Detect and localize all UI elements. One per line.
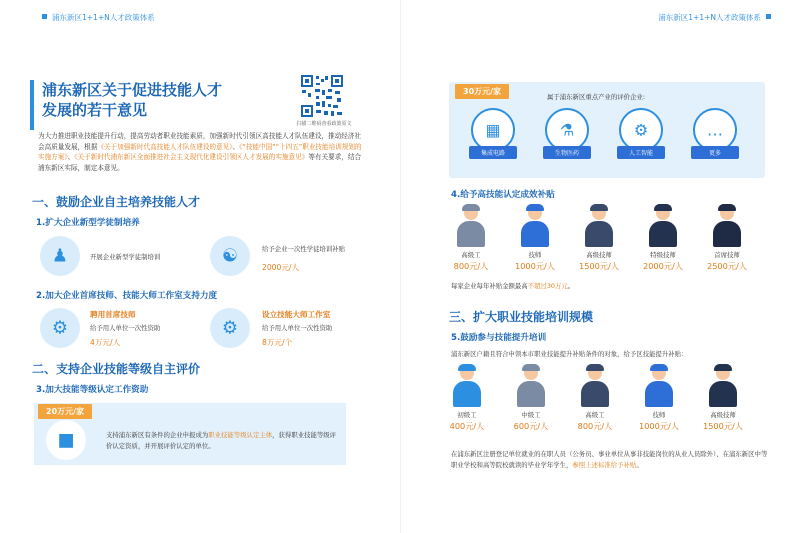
section3-note-2: 。 bbox=[636, 461, 643, 469]
section4-note-2: 。 bbox=[567, 282, 575, 290]
worker-card bbox=[573, 206, 625, 272]
section4-note bbox=[451, 281, 574, 292]
worker-subsidy: 1000元/人 bbox=[515, 261, 555, 271]
industry-label-ic: 集成电路 bbox=[469, 146, 517, 159]
master-amount: 8万元/个 bbox=[262, 338, 293, 347]
worker-level: 初级工 bbox=[457, 411, 477, 419]
title-line2: 发展的若干意见 bbox=[42, 101, 148, 119]
worker-icon bbox=[451, 206, 491, 248]
worker-level: 技师 bbox=[652, 411, 666, 419]
header-marker bbox=[42, 14, 47, 19]
section3-intro: 浦东新区户籍且符合申领本市职业技能提升补贴条件的对象，给予区技能提升补贴： bbox=[451, 350, 688, 358]
worker-body bbox=[709, 381, 737, 407]
intro-text-1: 为大力推进职业技能提升行动，提高劳动者职业技能素质，加强新时代引领区高技能人才队伍建设，推动经济社会高质量发展，根据 bbox=[38, 132, 362, 151]
meeting-icon: ■ bbox=[57, 429, 75, 451]
worker-hat bbox=[522, 364, 540, 371]
industry-item-ic bbox=[465, 108, 521, 159]
industry-item-more bbox=[687, 108, 743, 159]
worker-body bbox=[585, 221, 613, 247]
students-icon: ♟ bbox=[51, 245, 69, 267]
worker-hat bbox=[714, 364, 732, 371]
worker-subsidy: 1500元/人 bbox=[703, 421, 743, 431]
gear-icon: ⚙ bbox=[221, 317, 239, 339]
industry-label: 属于浦东新区重点产业的评价企业: bbox=[547, 93, 646, 101]
header-right: 浦东新区1+1+N人才政策体系 bbox=[658, 13, 761, 22]
worker-hat bbox=[586, 364, 604, 371]
intro-doc-3: 《关于新时代浦东新区全面推进社会主义现代化建设引领区人才发展的实施意见》 bbox=[74, 153, 309, 161]
policy-title bbox=[30, 80, 268, 130]
worker-icon bbox=[447, 366, 487, 408]
worker-hat bbox=[650, 364, 668, 371]
master-illustration bbox=[210, 308, 250, 348]
intro-text-2: 、 bbox=[232, 142, 240, 151]
technician-icon: ⚙ bbox=[51, 317, 69, 339]
section3-sub5: 5.鼓励参与技能提升培训 bbox=[451, 333, 547, 343]
worker-level: 高级工 bbox=[461, 251, 481, 259]
more-icon: … bbox=[707, 120, 723, 140]
section2-heading: 二、支持企业技能等级自主评价 bbox=[32, 362, 201, 376]
worker-icon bbox=[707, 206, 747, 248]
industry-item-ai bbox=[613, 108, 669, 159]
worker-subsidy: 1500元/人 bbox=[579, 261, 619, 271]
worker-subsidy: 600元/人 bbox=[513, 421, 549, 431]
worker-icon bbox=[579, 206, 619, 248]
intro-doc-2: 《“技能中国”“十四五”职业技能培训规划的实施方案》 bbox=[38, 142, 362, 161]
intro-text-4: 等有关要求，结合浦东新区实际，制定本意见。 bbox=[38, 153, 362, 172]
chief-text: 给予用人单位一次性资助 bbox=[90, 324, 161, 332]
worker-card bbox=[505, 366, 557, 432]
worker-card bbox=[633, 366, 685, 432]
worker-subsidy: 2000元/人 bbox=[643, 261, 683, 271]
industry-label-more: 更多 bbox=[691, 146, 739, 159]
section1-sub2: 2.加大企业首席技师、技能大师工作室支持力度 bbox=[36, 291, 218, 301]
worker-card bbox=[445, 206, 497, 272]
industry-item-bio bbox=[539, 108, 595, 159]
worker-level: 中级工 bbox=[521, 411, 541, 419]
worker-hat bbox=[718, 204, 736, 211]
worker-card bbox=[637, 206, 689, 272]
intro-paragraph bbox=[38, 131, 364, 173]
worker-icon bbox=[639, 366, 679, 408]
worker-level: 高级技师 bbox=[586, 251, 612, 259]
right-page bbox=[400, 0, 800, 533]
worker-icon bbox=[703, 366, 743, 408]
section2-sub3: 3.加大技能等级认定工作资助 bbox=[36, 385, 149, 395]
industry-label-ai: 人工智能 bbox=[617, 146, 665, 159]
worker-level: 特级技师 bbox=[650, 251, 676, 259]
header-marker-right bbox=[766, 14, 771, 19]
worker-subsidy: 1000元/人 bbox=[639, 421, 679, 431]
worker-body bbox=[581, 381, 609, 407]
header-left: 浦东新区1+1+N人才政策体系 bbox=[52, 13, 155, 22]
worker-level: 首席技师 bbox=[714, 251, 740, 259]
section3-note-highlight: 参照上述标准给予补贴 bbox=[572, 461, 637, 469]
certification-text-1: 支持浦东新区有条件的企业申报成为 bbox=[106, 431, 209, 439]
section3-heading: 三、扩大职业技能培训规模 bbox=[449, 310, 594, 324]
worker-hat bbox=[462, 204, 480, 211]
certification-illustration bbox=[46, 420, 86, 460]
worker-hat bbox=[526, 204, 544, 211]
certification-highlight: 职业技能等级认定主体 bbox=[208, 431, 273, 439]
worker-level: 技师 bbox=[528, 251, 542, 259]
title-line1: 浦东新区关于促进技能人才 bbox=[42, 81, 223, 99]
certification-tag: 20万元/家 bbox=[38, 404, 92, 419]
chief-illustration bbox=[40, 308, 80, 348]
handshake-icon: ☯ bbox=[221, 245, 239, 267]
master-title: 设立技能大师工作室 bbox=[262, 310, 331, 319]
worker-card bbox=[697, 366, 749, 432]
section3-note bbox=[451, 449, 771, 471]
worker-body bbox=[713, 221, 741, 247]
worker-body bbox=[521, 221, 549, 247]
industry-tag: 30万元/家 bbox=[455, 84, 509, 99]
industry-label-bio: 生物医药 bbox=[543, 146, 591, 159]
section4-sub4: 4.给予高技能认定成效补贴 bbox=[451, 190, 555, 200]
worker-body bbox=[453, 381, 481, 407]
worker-subsidy: 800元/人 bbox=[577, 421, 613, 431]
subsidy-text: 给予企业一次性学徒培训补贴 bbox=[262, 245, 346, 253]
subsidy-amount: 2000元/人 bbox=[262, 263, 300, 272]
worker-icon bbox=[643, 206, 683, 248]
certification-text bbox=[106, 430, 340, 452]
chief-amount: 4万元/人 bbox=[90, 338, 121, 347]
section3-note-1: 在浦东新区注册登记单位就业的在职人员（公务员、事业单位从事非技能岗位的从业人员除外）、在浦东新区中等职业学校和高等院校就读的毕业学年学生， bbox=[451, 450, 768, 469]
section4-note-1: 每家企业每年补贴金额最高 bbox=[451, 282, 528, 290]
qr-code-icon[interactable] bbox=[300, 74, 344, 118]
section1-heading: 一、鼓励企业自主培养技能人才 bbox=[32, 195, 201, 209]
worker-body bbox=[457, 221, 485, 247]
worker-body bbox=[649, 221, 677, 247]
worker-level: 高级技师 bbox=[710, 411, 736, 419]
worker-card bbox=[569, 366, 621, 432]
microscope-icon: ⚗ bbox=[559, 120, 575, 140]
robot-icon: ⚙ bbox=[633, 120, 649, 140]
master-text: 给予用人单位一次性资助 bbox=[262, 324, 333, 332]
worker-subsidy: 400元/人 bbox=[449, 421, 485, 431]
worker-subsidy: 800元/人 bbox=[453, 261, 489, 271]
worker-body bbox=[645, 381, 673, 407]
worker-icon bbox=[575, 366, 615, 408]
apprentice-illustration bbox=[40, 236, 80, 276]
worker-level: 高级工 bbox=[585, 411, 605, 419]
chip-icon: ▦ bbox=[485, 120, 501, 140]
worker-subsidy: 2500元/人 bbox=[707, 261, 747, 271]
worker-hat bbox=[458, 364, 476, 371]
subsidy-illustration bbox=[210, 236, 250, 276]
intro-doc-1: 《关于加强新时代高技能人才队伍建设的意见》 bbox=[97, 142, 233, 151]
worker-hat bbox=[654, 204, 672, 211]
apprentice-text: 开展企业新型学徒制培训 bbox=[90, 253, 161, 261]
section1-sub1: 1.扩大企业新型学徒制培养 bbox=[36, 218, 140, 228]
worker-body bbox=[517, 381, 545, 407]
section4-note-highlight: 不超过30万元 bbox=[527, 282, 568, 290]
worker-hat bbox=[590, 204, 608, 211]
qr-caption: 扫描二维码查看政策原文 bbox=[296, 121, 352, 127]
worker-card bbox=[441, 366, 493, 432]
worker-card bbox=[509, 206, 561, 272]
worker-card bbox=[701, 206, 753, 272]
worker-icon bbox=[511, 366, 551, 408]
worker-icon bbox=[515, 206, 555, 248]
intro-text-3: 、 bbox=[67, 153, 75, 161]
chief-title: 聘用首席技师 bbox=[90, 310, 136, 319]
certification-text-2: ，获得职业技能等级评价认定资质，并开展评价认定的单位。 bbox=[106, 431, 337, 450]
